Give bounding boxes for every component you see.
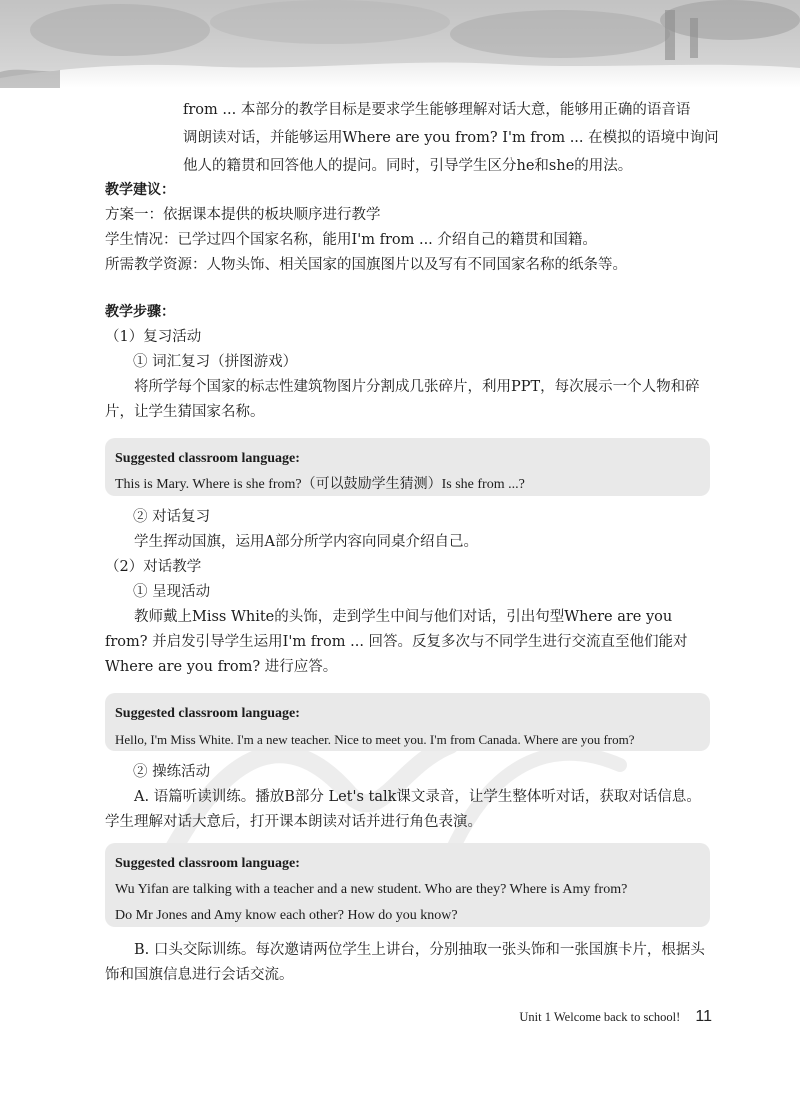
classroom-language-box-2: [105, 693, 710, 751]
students-text: 学生情况：已学过四个国家名称，能用I'm from ... 介绍自己的籍贯和国籍。: [105, 232, 597, 248]
steps-heading: 教学步骤：: [105, 304, 175, 320]
resources-text: 所需教学资源：人物头饰、相关国家的国旗图片以及写有不同国家名称的纸条等。: [105, 257, 627, 273]
steps-continued-2: [105, 760, 715, 835]
step-2-title: （2）对话教学: [105, 559, 202, 575]
step-2a-text: 教师戴上Miss White的头饰，走到学生中间与他们对话，引出句型Where are you from? 并启发引导学生运用I'm from ... 回答。反复多次与不同学生进行交流直至他们能对Where are you from? 进行应答。: [105, 609, 688, 675]
step-2b-title: ② 操练活动: [133, 764, 211, 780]
steps-continued-3: [105, 938, 715, 988]
intro-paragraph: [183, 96, 723, 180]
footer-unit-title: Unit 1 Welcome back to school!: [519, 1010, 681, 1024]
box3-line-2: Do Mr Jones and Amy know each other? How do you know?: [115, 908, 458, 923]
intro-line-1: from ... 本部分的教学目标是要求学生能够理解对话大意，能够用正确的语音语: [183, 102, 691, 118]
classroom-language-box-1: [105, 438, 710, 496]
step-2b-text-a: A. 语篇听读训练。播放B部分 Let's talk课文录音，让学生整体听对话，获取对话信息。学生理解对话大意后，打开课本朗读对话并进行角色表演。: [105, 789, 701, 830]
step-1b-title: ② 对话复习: [133, 509, 211, 525]
step-2a-title: ① 呈现活动: [133, 584, 211, 600]
step-1b-text: 学生挥动国旗，运用A部分所学内容向同桌介绍自己。: [134, 534, 478, 550]
box3-title: Suggested classroom language:: [115, 856, 300, 871]
intro-line-3: 他人的籍贯和回答他人的提问。同时，引导学生区分he和she的用法。: [183, 158, 633, 174]
box3-line-1: Wu Yifan are talking with a teacher and a new student. Who are they? Where is Amy from?: [115, 882, 628, 897]
banner-illustration: [0, 0, 800, 88]
step-1a-text: 将所学每个国家的标志性建筑物图片分割成几张碎片，利用PPT，每次展示一个人物和碎片，让学生猜国家名称。: [105, 379, 700, 420]
teaching-steps: [105, 300, 715, 425]
step-1a-title: ① 词汇复习（拼图游戏）: [133, 354, 298, 370]
step-2b-text-b: B. 口头交际训练。每次邀请两位学生上讲台，分别抽取一张头饰和一张国旗卡片，根据头饰和国旗信息进行会话交流。: [105, 942, 705, 983]
suggestions-heading: 教学建议：: [105, 182, 175, 198]
box1-line-1: This is Mary. Where is she from?（可以鼓励学生猜测）Is she from ...?: [115, 477, 525, 492]
steps-continued-1: [105, 505, 715, 680]
box2-line-1: Hello, I'm Miss White. I'm a new teacher. Nice to meet you. I'm from Canada. Where are you from?: [115, 732, 635, 747]
intro-line-2: 调朗读对话，并能够运用Where are you from? I'm from ... 在模拟的语境中询问: [183, 130, 719, 146]
plan-text: 方案一：依据课本提供的板块顺序进行教学: [105, 207, 381, 223]
box2-title: Suggested classroom language:: [115, 706, 300, 721]
page-footer: [519, 1008, 712, 1026]
page-number: 11: [695, 1008, 712, 1025]
box1-title: Suggested classroom language:: [115, 451, 300, 466]
header-banner: [0, 0, 800, 88]
teaching-suggestions: [105, 178, 715, 278]
classroom-language-box-3: [105, 843, 710, 927]
step-1-title: （1）复习活动: [105, 329, 202, 345]
